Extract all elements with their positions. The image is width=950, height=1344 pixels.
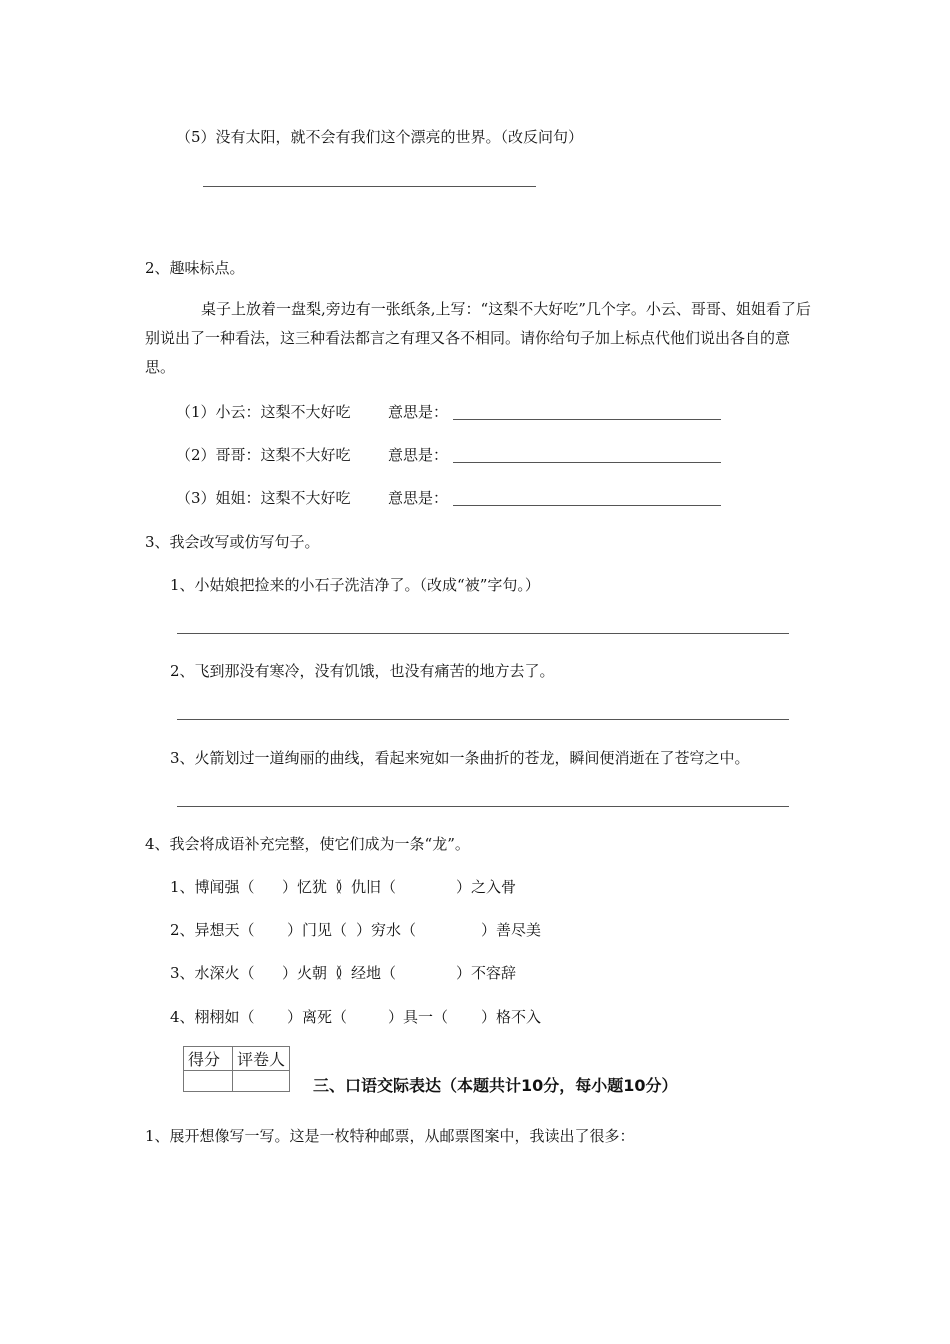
section-3-q1: 1、展开想像写一写。这是一枚特种邮票，从邮票图案中，我读出了很多： (145, 1127, 635, 1145)
score-header: 得分 (184, 1047, 233, 1071)
q4-row-3-part-4: ）不容辞 (456, 964, 517, 982)
q4-row-4-part-2: ）离死（ (287, 1008, 348, 1026)
q4-row-2-part-1: 2、异想天（ (170, 921, 255, 939)
q3-item-1: 1、小姑娘把捡来的小石子洗洁净了。（改成“被”字句。） (170, 576, 540, 594)
score-table (183, 1046, 290, 1092)
q2-item-3-answer-line[interactable] (453, 505, 721, 506)
q4-row-1-part-2: ）忆犹（ (282, 878, 343, 896)
q4-row-3-part-3: ）经地（ (336, 964, 397, 982)
q2-item-2-meaning: 意思是： (388, 446, 449, 464)
q2-item-3-meaning: 意思是： (388, 489, 449, 507)
q2-item-1-label: （1）小云：这梨不大好吃 (176, 403, 351, 421)
q4-row-4-part-4: ）格不入 (481, 1008, 542, 1026)
q4-row-2-part-2: ）门见（ (287, 921, 348, 939)
q4-row-1-part-3: ）仇旧（ (336, 878, 397, 896)
q4-row-4-part-1: 4、栩栩如（ (170, 1008, 255, 1026)
q4-row-2-part-4: ）善尽美 (481, 921, 542, 939)
q4-heading: 4、我会将成语补充完整，使它们成为一条“龙”。 (145, 835, 470, 853)
q2-item-3-label: （3）姐姐：这梨不大好吃 (176, 489, 351, 507)
q3-heading: 3、我会改写或仿写句子。 (145, 533, 320, 551)
score-cell[interactable] (184, 1071, 233, 1092)
q2-item-2-label: （2）哥哥：这梨不大好吃 (176, 446, 351, 464)
q3-item-3: 3、火箭划过一道绚丽的曲线，看起来宛如一条曲折的苍龙，瞬间便消逝在了苍穹之中。 (170, 749, 750, 767)
q5-answer-line[interactable] (203, 186, 536, 187)
q3-item-2-answer-line[interactable] (177, 719, 789, 720)
q2-paragraph: 桌子上放着一盘梨,旁边有一张纸条,上写：“这梨不大好吃”几个字。小云、哥哥、姐姐看了后别说出了一种看法，这三种看法都言之有理又各不相同。请你给句子加上标点代他们说出各自的意思。 (145, 300, 811, 376)
q4-row-3-part-2: ）火朝（ (282, 964, 343, 982)
q3-item-2: 2、飞到那没有寒冷，没有饥饿，也没有痛苦的地方去了。 (170, 662, 555, 680)
q5-text: （5）没有太阳，就不会有我们这个漂亮的世界。（改反问句） (176, 128, 584, 146)
q2-item-2-answer-line[interactable] (453, 462, 721, 463)
q2-item-1-answer-line[interactable] (453, 419, 721, 420)
grader-cell[interactable] (233, 1071, 290, 1092)
q4-row-1-part-4: ）之入骨 (456, 878, 517, 896)
q4-row-4-part-3: ）具一（ (388, 1008, 449, 1026)
section-3-title: 三、口语交际表达（本题共计10分，每小题10分） (313, 1076, 678, 1095)
q3-item-1-answer-line[interactable] (177, 633, 789, 634)
q2-heading: 2、趣味标点。 (145, 259, 245, 277)
q4-row-2-part-3: ）穷水（ (356, 921, 417, 939)
grader-header: 评卷人 (233, 1047, 290, 1071)
q3-item-3-answer-line[interactable] (177, 806, 789, 807)
q4-row-3-part-1: 3、水深火（ (170, 964, 255, 982)
q4-row-1-part-1: 1、博闻强（ (170, 878, 255, 896)
q2-item-1-meaning: 意思是： (388, 403, 449, 421)
